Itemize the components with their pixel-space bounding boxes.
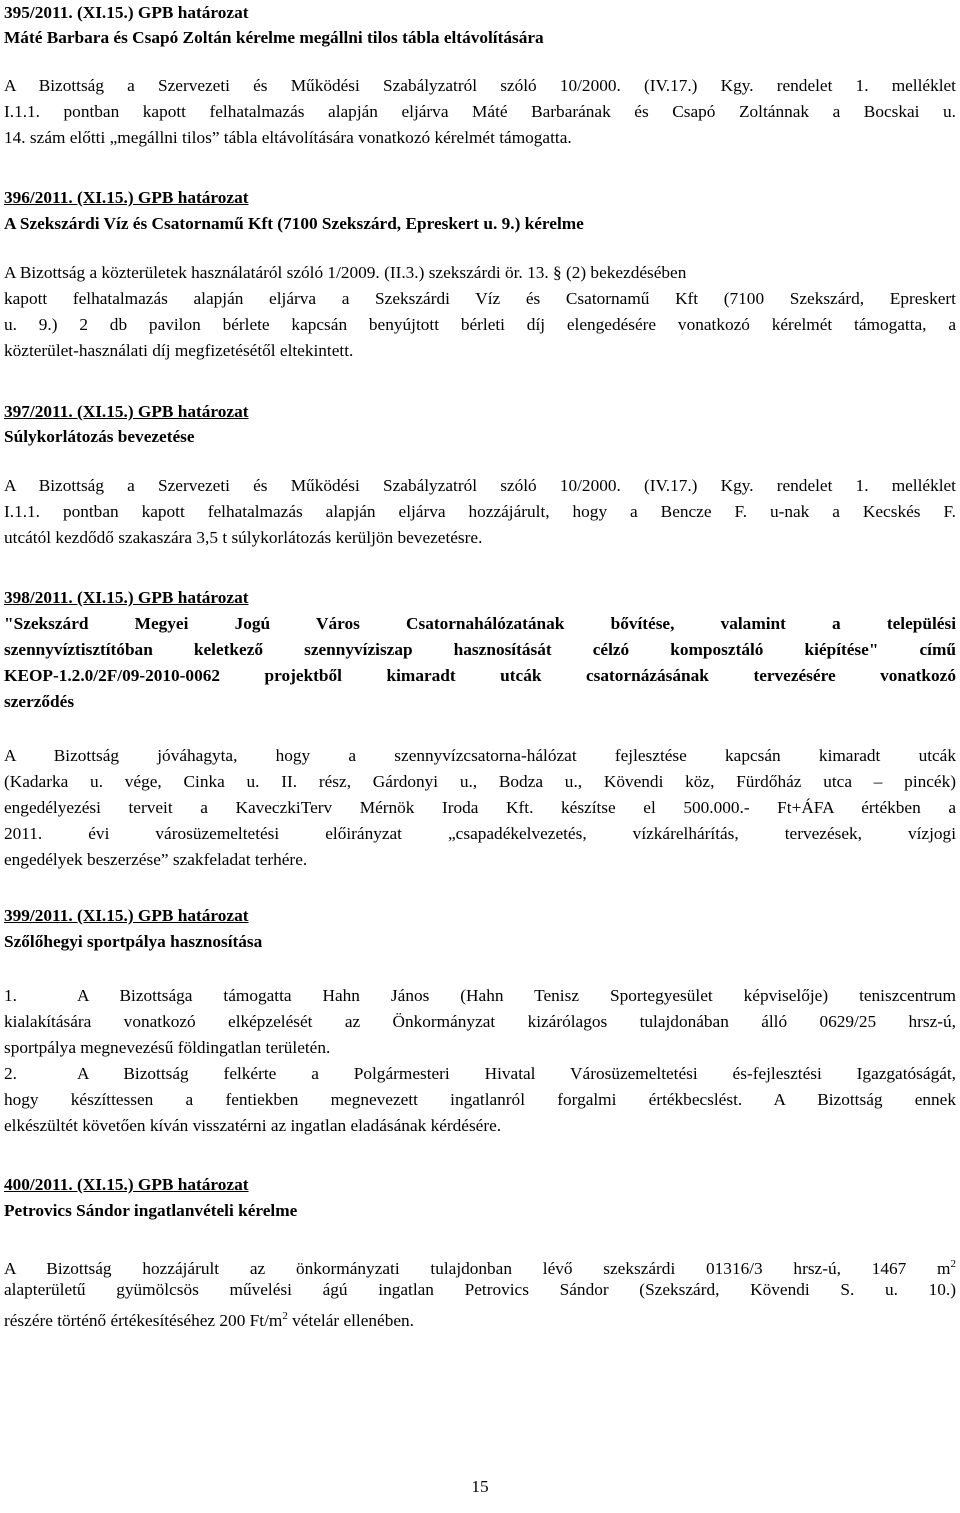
- item-number: 2.: [4, 1064, 17, 1083]
- body-line: [4, 1253, 956, 1280]
- resolution-title: Petrovics Sándor ingatlanvételi kérelme: [4, 1201, 298, 1220]
- resolution-id: 397/2011. (XI.15.) GPB határozat: [4, 402, 249, 421]
- body-line: hogy készíttessen a fentiekben megnevezett ingatlanról forgalmi értékbecslést. A Bizottság ennek: [4, 1090, 956, 1109]
- resolution-title-line: szerződés: [4, 692, 75, 711]
- superscript: 2: [282, 1310, 288, 1322]
- body-line: A Bizottság a közterületek használatáról szóló 1/2009. (II.3.) szekszárdi ör. 13. § (2) bekezdésében: [4, 263, 687, 282]
- body-line: sportpálya megnevezésű földingatlan területén.: [4, 1038, 331, 1057]
- resolution-title: Máté Barbara és Csapó Zoltán kérelme megállni tilos tábla eltávolítására: [4, 28, 544, 47]
- body-line: u. 9.) 2 db pavilon bérlete kapcsán benyújtott bérleti díj elengedésére vonatkozó kérelmét támogatta, a: [4, 315, 956, 334]
- resolution-title-line: KEOP-1.2.0/2F/09-2010-0062 projektből kimaradt utcák csatornázásának tervezésére vonatkozó: [4, 666, 956, 685]
- body-line: A Bizottság jóváhagyta, hogy a szennyvízcsatorna-hálózat fejlesztése kapcsán kimaradt utcák: [4, 746, 956, 765]
- text: vételár ellenében.: [287, 1310, 414, 1330]
- body-line: kapott felhatalmazás alapján eljárva a Szekszárdi Víz és Csatornamű Kft (7100 Szekszárd, Epreskert: [4, 289, 956, 308]
- resolution-title: A Szekszárdi Víz és Csatornamű Kft (7100 Szekszárd, Epreskert u. 9.) kérelme: [4, 214, 584, 233]
- body-line: 2011. évi városüzemeltetési előirányzat „csapadékelvezetés, vízkárelhárítás, tervezések, vízjogi: [4, 824, 956, 843]
- resolution-title: Súlykorlátozás bevezetése: [4, 427, 195, 446]
- resolution-title-line: "Szekszárd Megyei Jogú Város Csatornahálózatának bővítése, valamint a települési: [4, 614, 956, 633]
- body-line: engedélyezési terveit a KaveczkiTerv Mérnök Iroda Kft. készítse el 500.000.- Ft+ÁFA értékben a: [4, 798, 956, 817]
- resolution-id: 395/2011. (XI.15.) GPB határozat: [4, 3, 249, 22]
- resolution-id: 396/2011. (XI.15.) GPB határozat: [4, 188, 249, 207]
- item-text: A Bizottság felkérte a Polgármesteri Hivatal Városüzemeltetési és-fejlesztési Igazgatóságát,: [77, 1064, 956, 1083]
- text: részére történő értékesítéséhez 200 Ft/m: [4, 1310, 283, 1330]
- body-line: utcától kezdődő szakaszára 3,5 t súlykorlátozás kerüljön bevezetésre.: [4, 528, 483, 547]
- item-number: 1.: [4, 986, 17, 1005]
- text: A Bizottság hozzájárult az önkormányzati tulajdonban lévő szekszárdi 01316/3 hrsz-ú, 1467 m: [4, 1258, 951, 1278]
- resolution-id: 398/2011. (XI.15.) GPB határozat: [4, 588, 249, 607]
- body-line: 14. szám előtti „megállni tilos” tábla eltávolítására vonatkozó kérelmét támogatta.: [4, 128, 572, 147]
- list-item: [4, 985, 956, 1007]
- body-line: engedélyek beszerzése” szakfeladat terhére.: [4, 850, 308, 869]
- body-line: I.1.1. pontban kapott felhatalmazás alapján eljárva hozzájárult, hogy a Bencze F. u-nak a Kecskés F.: [4, 502, 956, 521]
- body-line: A Bizottság a Szervezeti és Működési Szabályzatról szóló 10/2000. (IV.17.) Kgy. rendelet 1. melléklet: [4, 76, 956, 95]
- resolution-id: 400/2011. (XI.15.) GPB határozat: [4, 1175, 249, 1194]
- item-text: A Bizottsága támogatta Hahn János (Hahn Tenisz Sportegyesület képviselője) teniszcentrum: [77, 986, 956, 1005]
- body-line: A Bizottság a Szervezeti és Működési Szabályzatról szóló 10/2000. (IV.17.) Kgy. rendelet 1. melléklet: [4, 476, 956, 495]
- resolution-title-line: szennyvíztisztítóban keletkező szennyvíziszap hasznosítását célzó komposztáló kiépítése" című: [4, 640, 956, 659]
- resolution-title: Szőlőhegyi sportpálya hasznosítása: [4, 932, 263, 951]
- body-line: [4, 1305, 414, 1332]
- body-line: elkészültét követően kíván visszatérni az ingatlan eladásának kérdésére.: [4, 1116, 502, 1135]
- page-number: 15: [471, 1477, 489, 1496]
- body-line: közterület-használati díj megfizetésétől eltekintett.: [4, 341, 354, 360]
- list-item: [4, 1063, 956, 1085]
- body-line: (Kadarka u. vége, Cinka u. II. rész, Gárdonyi u., Bodza u., Kövendi köz, Fürdőház utca – pincék): [4, 772, 956, 791]
- body-line: I.1.1. pontban kapott felhatalmazás alapján eljárva Máté Barbarának és Csapó Zoltánnak a Bocskai u.: [4, 102, 956, 121]
- body-line: kialakítására vonatkozó elképzelését az Önkormányzat kizárólagos tulajdonában álló 0629/25 hrsz-ú,: [4, 1012, 956, 1031]
- superscript: 2: [950, 1258, 956, 1270]
- resolution-id: 399/2011. (XI.15.) GPB határozat: [4, 906, 249, 925]
- body-line: alapterületű gyümölcsös művelési ágú ingatlan Petrovics Sándor (Szekszárd, Kövendi S. u. 10.): [4, 1280, 956, 1299]
